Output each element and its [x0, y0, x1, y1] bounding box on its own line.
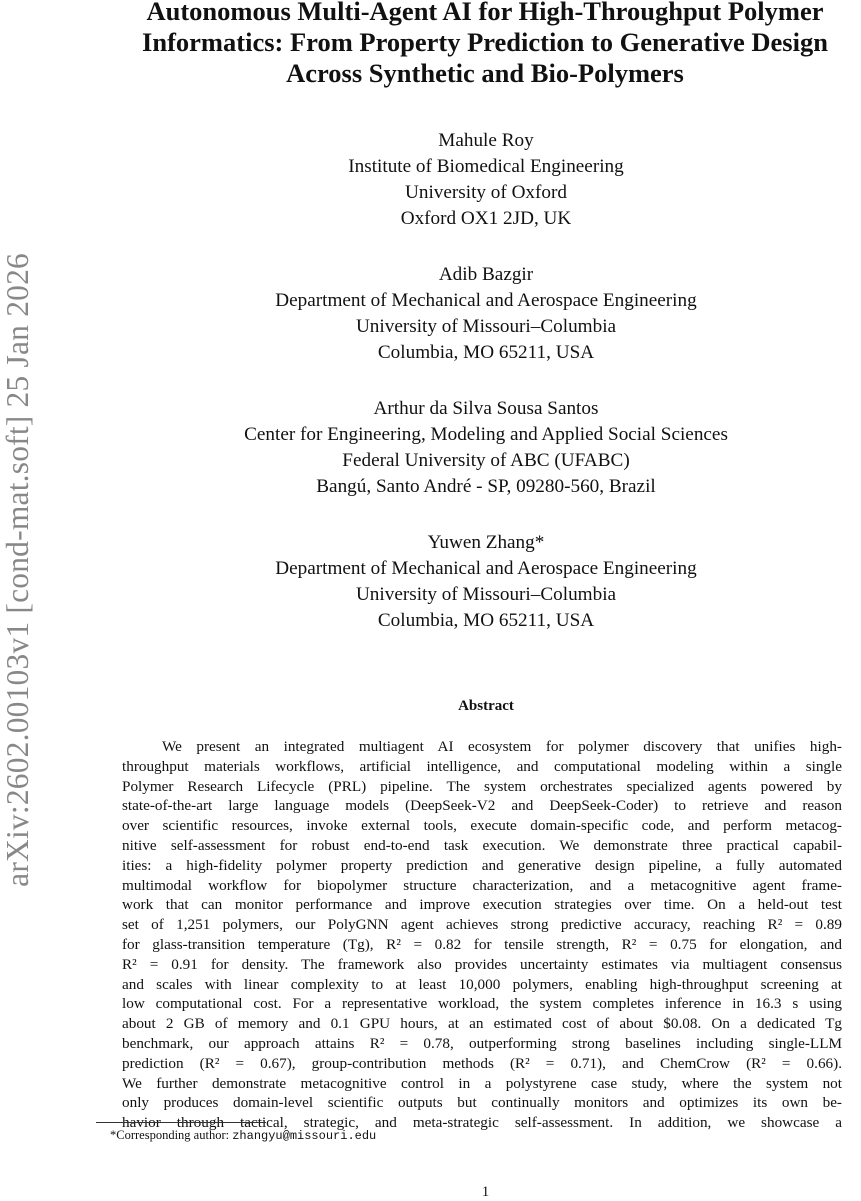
author-entry [110, 262, 861, 366]
author-name: Adib Bazgir [438, 264, 534, 285]
author-affiliation: Oxford OX1 2JD, UK [400, 208, 572, 229]
abstract-line: R² = 0.91 for density. The framework also provides uncertainty estimates via multiagent consensus [122, 955, 842, 973]
footnote [110, 1128, 376, 1143]
author-affiliation: University of Oxford [405, 182, 567, 203]
title-line: Across Synthetic and Bio-Polymers [286, 58, 684, 88]
author-affiliation: Federal University of ABC (UFABC) [342, 450, 630, 471]
author-affiliation: Columbia, MO 65211, USA [377, 610, 595, 631]
author-entry [110, 530, 861, 634]
abstract-line: set of 1,251 polymers, our PolyGNN agent achieves strong predictive accuracy, reaching R² = 0.89 [122, 916, 842, 934]
abstract-line: only produces domain-level scientific outputs but continually monitors and optimizes its own be- [122, 1094, 842, 1112]
author-entry [110, 396, 861, 500]
abstract-line: low computational cost. For a representative workload, the system completes inference in 16.3 s using [122, 995, 842, 1013]
paper-title [100, 0, 861, 89]
author-affiliation: Center for Engineering, Modeling and Applied Social Sciences [244, 424, 728, 445]
author-affiliation: Columbia, MO 65211, USA [377, 342, 595, 363]
corresponding-email-link[interactable]: zhangyu@missouri.edu [232, 1129, 377, 1143]
author-affiliation: Department of Mechanical and Aerospace Engineering [275, 290, 697, 311]
abstract-line: nitive self-assessment for robust end-to-end task execution. We demonstrate three practical capabil- [122, 836, 842, 854]
author-name: Yuwen Zhang* [427, 532, 545, 553]
abstract-line: over scientific resources, invoke external tools, execute domain-specific code, and perform metacog- [122, 817, 842, 835]
footnote-divider [96, 1122, 266, 1123]
abstract-line: for glass-transition temperature (Tg), R² = 0.82 for tensile strength, R² = 0.75 for elongation, and [122, 935, 842, 953]
abstract-line: We further demonstrate metacognitive control in a polystyrene case study, where the system not [122, 1074, 842, 1092]
author-block [110, 128, 861, 664]
abstract-line: and scales with linear complexity to at least 10,000 polymers, enabling high-throughput screening at [122, 975, 842, 993]
footnote-label: *Corresponding author: [110, 1128, 233, 1142]
abstract-line: Polymer Research Lifecycle (PRL) pipeline. The system orchestrates specialized agents powered by [122, 777, 842, 795]
abstract-line: havior through tactical, strategic, and meta-strategic self-assessment. In addition, we showcase a [122, 1114, 842, 1132]
author-affiliation: Department of Mechanical and Aerospace Engineering [275, 558, 697, 579]
abstract-line: We present an integrated multiagent AI ecosystem for polymer discovery that unifies high- [162, 738, 842, 755]
abstract-line: about 2 GB of memory and 0.1 GPU hours, at an estimated cost of about $0.08. On a dedicated Tg [122, 1015, 842, 1033]
abstract-line: multimodal workflow for biopolymer structure characterization, and a metacognitive agent frame- [122, 876, 842, 894]
title-line: Autonomous Multi-Agent AI for High-Throughput Polymer [146, 0, 824, 26]
abstract-line: benchmark, our approach attains R² = 0.78, outperforming strong baselines including single-LLM [122, 1034, 842, 1052]
abstract-line: work that can monitor performance and improve execution strategies over time. On a held-out test [122, 896, 842, 914]
author-affiliation: University of Missouri–Columbia [355, 316, 617, 337]
author-affiliation: Institute of Biomedical Engineering [348, 156, 624, 177]
author-entry [110, 128, 861, 232]
author-name: Mahule Roy [438, 130, 534, 151]
arxiv-id-text: arXiv:2602.00103v1 [cond-mat.soft] 25 Jan 2026 [0, 253, 35, 887]
abstract-body [122, 737, 842, 1133]
author-name: Arthur da Silva Sousa Santos [373, 398, 599, 419]
title-line: Informatics: From Property Prediction to Generative Design [142, 27, 828, 57]
author-affiliation: University of Missouri–Columbia [355, 584, 617, 605]
arxiv-identifier [0, 190, 44, 950]
page-number: 1 [481, 1184, 490, 1200]
abstract-line: state-of-the-art large language models (DeepSeek-V2 and DeepSeek-Coder) to retrieve and reason [122, 797, 842, 815]
abstract-line: ities: a high-fidelity polymer property prediction and generative design pipeline, a fully automated [122, 856, 842, 874]
author-affiliation: Bangú, Santo André - SP, 09280-560, Brazil [316, 476, 656, 497]
abstract-heading: Abstract [458, 698, 514, 714]
abstract-line: prediction (R² = 0.67), group-contribution methods (R² = 0.71), and ChemCrow (R² = 0.66). [122, 1054, 842, 1072]
abstract-line: throughput materials workflows, artificial intelligence, and computational modeling within a single [122, 757, 842, 775]
